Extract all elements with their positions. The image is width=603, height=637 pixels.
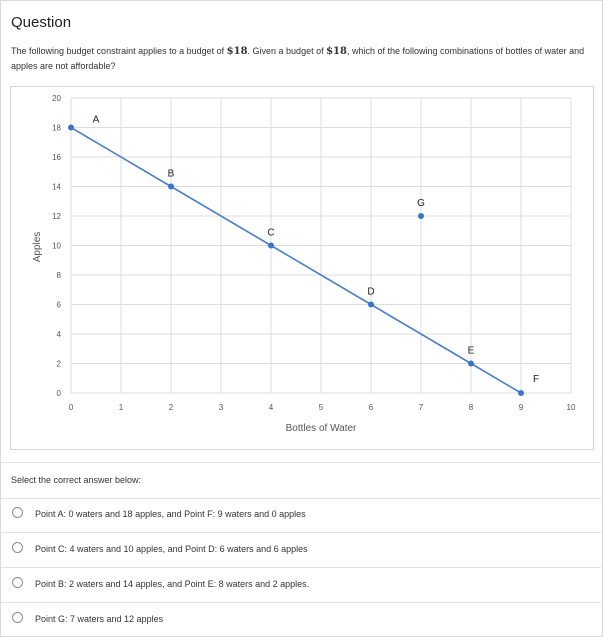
question-text — [11, 44, 596, 74]
x-tick-label: 8 — [468, 403, 474, 412]
answer-option-label[interactable]: Point G: 7 waters and 12 apples — [35, 614, 164, 624]
y-tick-labels — [52, 94, 61, 398]
x-axis-label: Bottles of Water — [285, 423, 357, 434]
x-tick-label: 7 — [418, 403, 424, 412]
y-tick-label: 8 — [56, 271, 61, 280]
y-tick-label: 18 — [52, 123, 61, 133]
x-tick-label: 3 — [218, 403, 224, 412]
question-text-part: The following budget constraint applies to a budget of — [11, 46, 227, 56]
data-point-f — [518, 390, 524, 396]
chart-svg — [11, 87, 593, 449]
data-point-label: B — [167, 168, 175, 180]
y-tick-label: 2 — [56, 359, 61, 369]
data-point-e — [468, 361, 474, 367]
answer-option-3[interactable] — [1, 567, 601, 603]
y-tick-label: 10 — [52, 241, 61, 251]
x-tick-label: 2 — [168, 403, 174, 412]
y-tick-label: 12 — [52, 212, 61, 221]
budget-amount: $18 — [226, 46, 248, 57]
data-point-b — [168, 184, 174, 190]
data-point-label: G — [417, 198, 425, 209]
answer-option-4[interactable] — [1, 602, 601, 637]
y-tick-label: 0 — [56, 389, 61, 398]
data-point-c — [268, 243, 274, 249]
answer-option-label[interactable]: Point A: 0 waters and 18 apples, and Point F: 9 waters and 0 apples — [35, 509, 306, 519]
data-point-label: E — [467, 345, 475, 357]
x-tick-label: 0 — [68, 403, 74, 412]
y-tick-label: 14 — [52, 182, 61, 192]
x-tick-label: 5 — [318, 403, 324, 412]
x-tick-labels — [69, 403, 576, 412]
answer-prompt: Select the correct answer below: — [11, 475, 142, 485]
data-point-label: D — [367, 286, 375, 298]
budget-amount: $18 — [326, 46, 347, 57]
x-tick-label: 6 — [368, 403, 374, 412]
radio-button[interactable] — [12, 612, 23, 623]
question-text-part: . Given a budget of — [247, 46, 327, 56]
y-tick-label: 20 — [52, 94, 61, 103]
y-axis-label: Apples — [32, 231, 43, 263]
answer-prompt-area — [1, 462, 601, 499]
chart-grid — [71, 98, 571, 393]
answer-option-1[interactable] — [1, 497, 601, 533]
x-tick-label: 1 — [118, 403, 124, 412]
question-title: Question — [11, 14, 72, 31]
answer-option-label[interactable]: Point C: 4 waters and 10 apples, and Point D: 6 waters and 6 apples — [35, 544, 308, 554]
radio-button[interactable] — [12, 507, 23, 518]
x-tick-label: 4 — [268, 403, 274, 412]
radio-button[interactable] — [12, 577, 23, 588]
data-point-a — [68, 125, 74, 131]
answer-option-2[interactable] — [1, 532, 601, 568]
radio-button[interactable] — [12, 542, 23, 553]
data-point-label: F — [532, 374, 540, 385]
budget-constraint-line — [71, 128, 521, 394]
budget-chart — [10, 86, 594, 450]
data-point-label: C — [267, 227, 275, 239]
y-tick-label: 6 — [56, 300, 61, 310]
answer-option-label[interactable]: Point B: 2 waters and 14 apples, and Point E: 8 waters and 2 apples. — [35, 579, 310, 589]
y-tick-label: 4 — [56, 330, 61, 339]
data-point-label: A — [92, 114, 100, 126]
data-point-d — [368, 302, 374, 308]
x-tick-label: 10 — [566, 403, 576, 412]
y-tick-label: 16 — [52, 153, 61, 162]
x-tick-label: 9 — [518, 403, 524, 412]
data-point-g — [418, 213, 424, 219]
question-text-part: , which of the following combinations of bottles of water and apples are not affordable? — [11, 46, 585, 71]
